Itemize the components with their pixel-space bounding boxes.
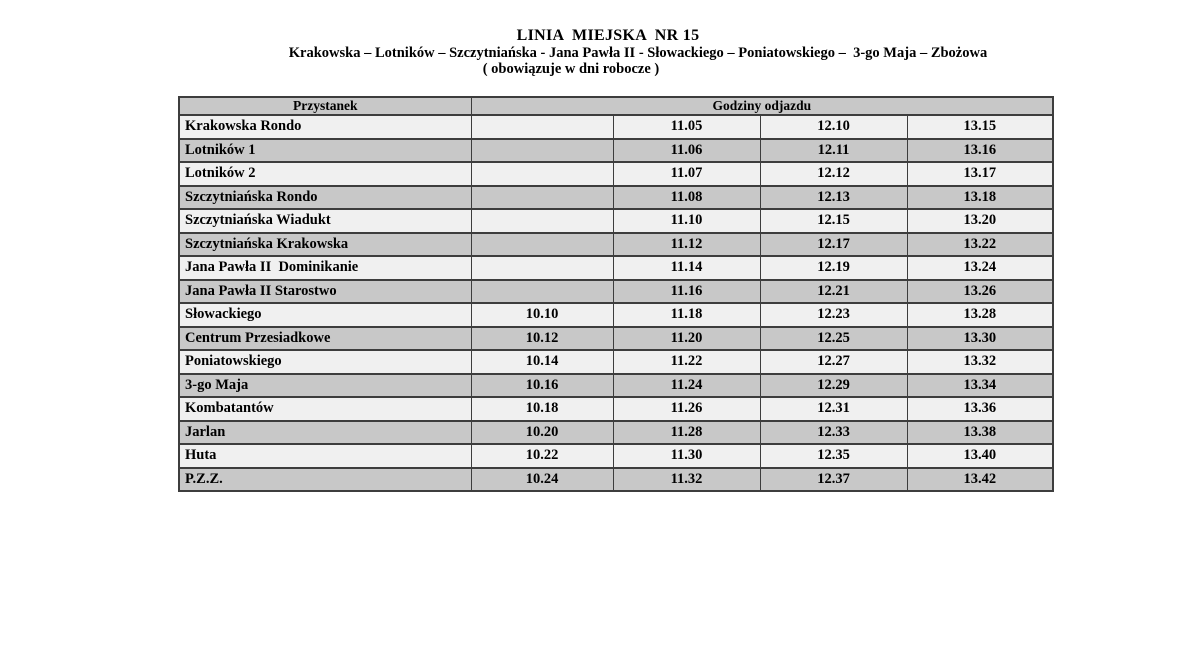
departure-time-cell: 12.23: [760, 303, 907, 327]
departure-time-cell: 10.16: [471, 374, 613, 398]
departure-time-cell: 13.15: [907, 115, 1053, 139]
stop-name-cell: Szczytniańska Rondo: [179, 186, 471, 210]
page-title: LINIA MIEJSKA NR 15: [516, 27, 700, 44]
column-header-departure-times: Godziny odjazdu: [471, 97, 1053, 115]
stop-name-cell: Jarlan: [179, 421, 471, 445]
departure-time-cell: 10.10: [471, 303, 613, 327]
departure-time-cell: 10.18: [471, 397, 613, 421]
departure-time-cell: 12.25: [760, 327, 907, 351]
departure-time-cell: 11.18: [613, 303, 760, 327]
departure-time-cell: 11.10: [613, 209, 760, 233]
stop-name-cell: Lotników 2: [179, 162, 471, 186]
table-row: [179, 186, 1053, 210]
empty-time-cell: [471, 256, 613, 280]
document-header: [0, 25, 1200, 77]
departure-time-cell: 11.22: [613, 350, 760, 374]
departure-time-cell: 12.11: [760, 139, 907, 163]
departure-time-cell: 11.16: [613, 280, 760, 304]
stop-name-cell: Szczytniańska Krakowska: [179, 233, 471, 257]
departure-time-cell: 13.17: [907, 162, 1053, 186]
departure-time-cell: 11.20: [613, 327, 760, 351]
table-row: [179, 468, 1053, 492]
departure-time-cell: 11.12: [613, 233, 760, 257]
departure-time-cell: 12.21: [760, 280, 907, 304]
empty-time-cell: [471, 139, 613, 163]
departure-time-cell: 13.42: [907, 468, 1053, 492]
table-row: [179, 139, 1053, 163]
departure-time-cell: 13.22: [907, 233, 1053, 257]
departure-time-cell: 10.22: [471, 444, 613, 468]
table-row: [179, 209, 1053, 233]
table-row: [179, 397, 1053, 421]
table-row: [179, 350, 1053, 374]
departure-time-cell: 12.31: [760, 397, 907, 421]
departure-time-cell: 13.18: [907, 186, 1053, 210]
timetable-body: [179, 115, 1053, 491]
departure-time-cell: 12.33: [760, 421, 907, 445]
stop-name-cell: Szczytniańska Wiadukt: [179, 209, 471, 233]
departure-time-cell: 12.29: [760, 374, 907, 398]
route-description: Krakowska – Lotników – Szczytniańska - Jana Pawła II - Słowackiego – Poniatowskiego – 3-go Maja – Zbożowa: [288, 45, 988, 61]
departure-time-cell: 13.26: [907, 280, 1053, 304]
departure-time-cell: 13.40: [907, 444, 1053, 468]
departure-time-cell: 10.14: [471, 350, 613, 374]
departure-time-cell: 11.07: [613, 162, 760, 186]
stop-name-cell: Lotników 1: [179, 139, 471, 163]
departure-time-cell: 10.20: [471, 421, 613, 445]
stop-name-cell: Słowackiego: [179, 303, 471, 327]
departure-time-cell: 13.38: [907, 421, 1053, 445]
table-row: [179, 303, 1053, 327]
table-row: [179, 115, 1053, 139]
departure-time-cell: 11.14: [613, 256, 760, 280]
departure-time-cell: 12.37: [760, 468, 907, 492]
departure-time-cell: 12.27: [760, 350, 907, 374]
departure-time-cell: 12.10: [760, 115, 907, 139]
table-row: [179, 162, 1053, 186]
table-row: [179, 280, 1053, 304]
stop-name-cell: Huta: [179, 444, 471, 468]
table-row: [179, 421, 1053, 445]
table-row: [179, 256, 1053, 280]
empty-time-cell: [471, 162, 613, 186]
departure-time-cell: 12.17: [760, 233, 907, 257]
departure-time-cell: 13.34: [907, 374, 1053, 398]
departure-time-cell: 11.30: [613, 444, 760, 468]
departure-time-cell: 11.26: [613, 397, 760, 421]
departure-time-cell: 11.24: [613, 374, 760, 398]
stop-name-cell: 3-go Maja: [179, 374, 471, 398]
departure-time-cell: 13.32: [907, 350, 1053, 374]
empty-time-cell: [471, 186, 613, 210]
empty-time-cell: [471, 280, 613, 304]
table-row: [179, 327, 1053, 351]
departure-time-cell: 12.35: [760, 444, 907, 468]
empty-time-cell: [471, 209, 613, 233]
departure-time-cell: 10.24: [471, 468, 613, 492]
stop-name-cell: Poniatowskiego: [179, 350, 471, 374]
departure-time-cell: 11.28: [613, 421, 760, 445]
departure-time-cell: 13.20: [907, 209, 1053, 233]
departure-time-cell: 11.32: [613, 468, 760, 492]
empty-time-cell: [471, 115, 613, 139]
table-row: [179, 233, 1053, 257]
departure-time-cell: 12.12: [760, 162, 907, 186]
departure-timetable: [178, 96, 1054, 492]
stop-name-cell: Jana Pawła II Dominikanie: [179, 256, 471, 280]
column-header-stop: Przystanek: [179, 97, 471, 115]
departure-time-cell: 11.08: [613, 186, 760, 210]
table-row: [179, 444, 1053, 468]
departure-time-cell: 13.36: [907, 397, 1053, 421]
departure-time-cell: 13.28: [907, 303, 1053, 327]
departure-time-cell: 12.19: [760, 256, 907, 280]
departure-time-cell: 12.15: [760, 209, 907, 233]
stop-name-cell: P.Z.Z.: [179, 468, 471, 492]
stop-name-cell: Centrum Przesiadkowe: [179, 327, 471, 351]
empty-time-cell: [471, 233, 613, 257]
departure-time-cell: 13.30: [907, 327, 1053, 351]
departure-time-cell: 12.13: [760, 186, 907, 210]
departure-time-cell: 11.06: [613, 139, 760, 163]
table-row: [179, 374, 1053, 398]
validity-note: ( obowiązuje w dni robocze ): [482, 61, 660, 77]
stop-name-cell: Kombatantów: [179, 397, 471, 421]
stop-name-cell: Krakowska Rondo: [179, 115, 471, 139]
departure-time-cell: 13.16: [907, 139, 1053, 163]
table-header-row: [179, 97, 1053, 115]
departure-time-cell: 10.12: [471, 327, 613, 351]
departure-time-cell: 11.05: [613, 115, 760, 139]
departure-time-cell: 13.24: [907, 256, 1053, 280]
stop-name-cell: Jana Pawła II Starostwo: [179, 280, 471, 304]
